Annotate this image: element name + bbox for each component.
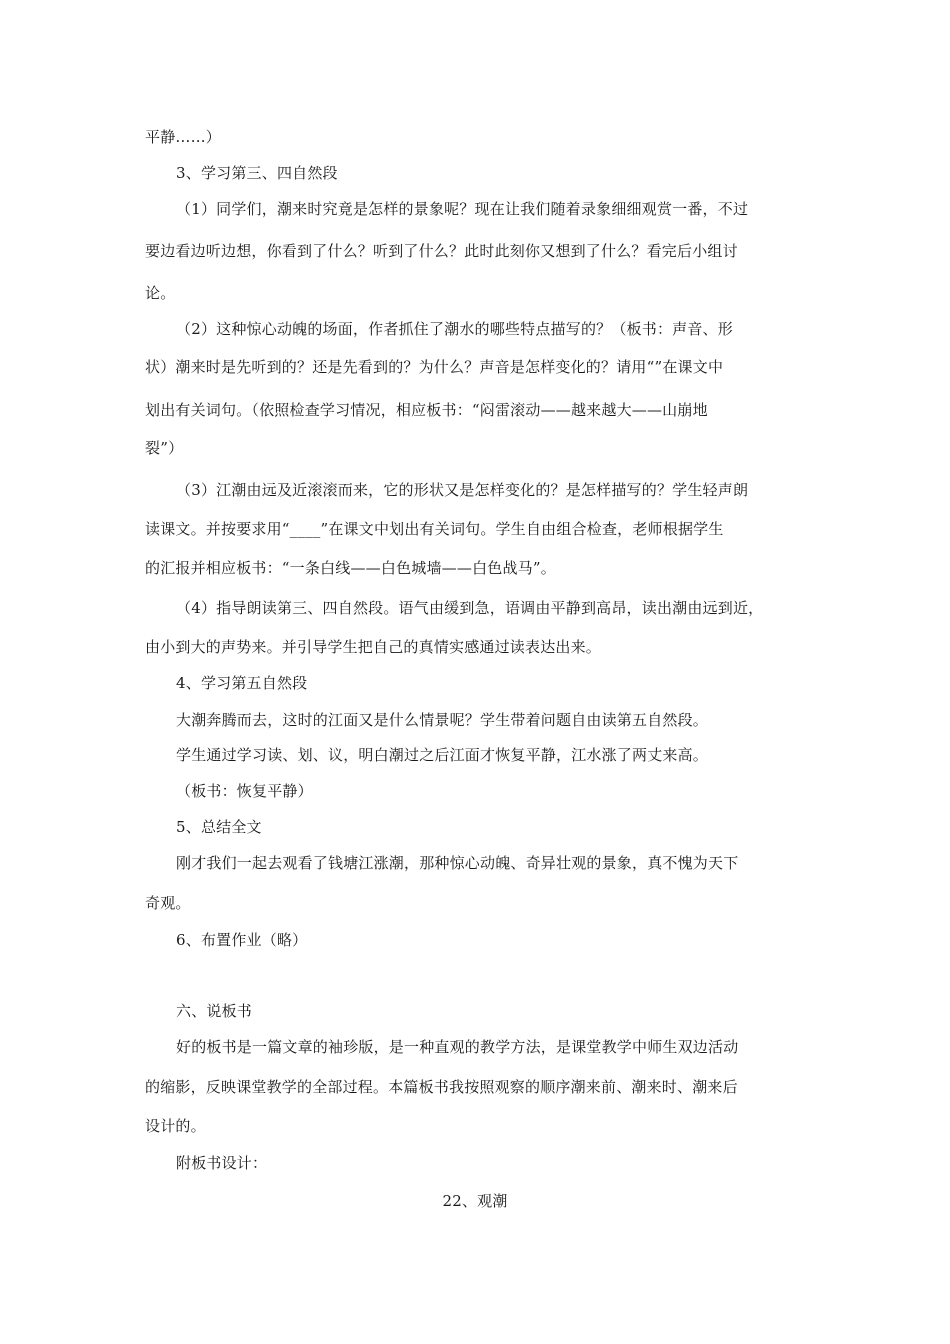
text-line: 附板书设计：: [176, 1154, 268, 1172]
text-line: 刚才我们一起去观看了钱塘江涨潮，那种惊心动魄、奇异壮观的景象，真不愧为天下: [176, 854, 739, 872]
text-line: 大潮奔腾而去，这时的江面又是什么情景呢？学生带着问题自由读第五自然段。: [176, 711, 709, 729]
text-line: （板书：恢复平静）: [176, 782, 313, 800]
section-heading: 4、学习第五自然段: [176, 674, 308, 692]
text-line: （3）江潮由远及近滚滚而来，它的形状又是怎样变化的？是怎样描写的？学生轻声朗: [176, 481, 749, 499]
text-line: 裂”）: [145, 439, 184, 457]
text-line: 好的板书是一篇文章的袖珍版，是一种直观的教学方法，是课堂教学中师生双边活动: [176, 1038, 739, 1056]
text-line: 奇观。: [145, 894, 191, 912]
text-line: 论。: [145, 284, 176, 302]
text-line: 学生通过学习读、划、议，明白潮过之后江面才恢复平静，江水涨了两丈来高。: [176, 746, 709, 764]
section-heading: 3、学习第三、四自然段: [176, 164, 338, 182]
text-line: 的汇报并相应板书：“一条白线——白色城墙——白色战马”。: [145, 559, 556, 577]
board-title: 22、观潮: [442, 1192, 508, 1210]
text-line: （1）同学们，潮来时究竟是怎样的景象呢？现在让我们随着录象细细观赏一番，不过: [176, 200, 749, 218]
section-heading: 6、布置作业（略）: [176, 931, 308, 949]
section-heading: 六、说板书: [176, 1002, 253, 1020]
text-line: （4）指导朗读第三、四自然段。语气由缓到急，语调由平静到高昂，读出潮由远到近，: [176, 599, 764, 617]
text-line: 要边看边听边想，你看到了什么？听到了什么？此时此刻你又想到了什么？看完后小组讨: [145, 242, 738, 260]
text-line: 平静……）: [145, 128, 222, 146]
text-line: 状）潮来时是先听到的？还是先看到的？为什么？声音是怎样变化的？请用“”在课文中: [145, 358, 724, 376]
text-line: 由小到大的声势来。并引导学生把自己的真情实感通过读表达出来。: [145, 638, 602, 656]
text-line: 读课文。并按要求用“____”在课文中划出有关词句。学生自由组合检查，老师根据学生: [145, 520, 724, 538]
text-line: 的缩影，反映课堂教学的全部过程。本篇板书我按照观察的顺序潮来前、潮来时、潮来后: [145, 1078, 738, 1096]
text-line: 设计的。: [145, 1117, 206, 1135]
text-line: 划出有关词句。（依照检查学习情况，相应板书：“闷雷滚动——越来越大——山崩地: [145, 401, 708, 419]
section-heading: 5、总结全文: [176, 818, 262, 836]
text-line: （2）这种惊心动魄的场面，作者抓住了潮水的哪些特点描写的？（板书：声音、形: [176, 320, 733, 338]
